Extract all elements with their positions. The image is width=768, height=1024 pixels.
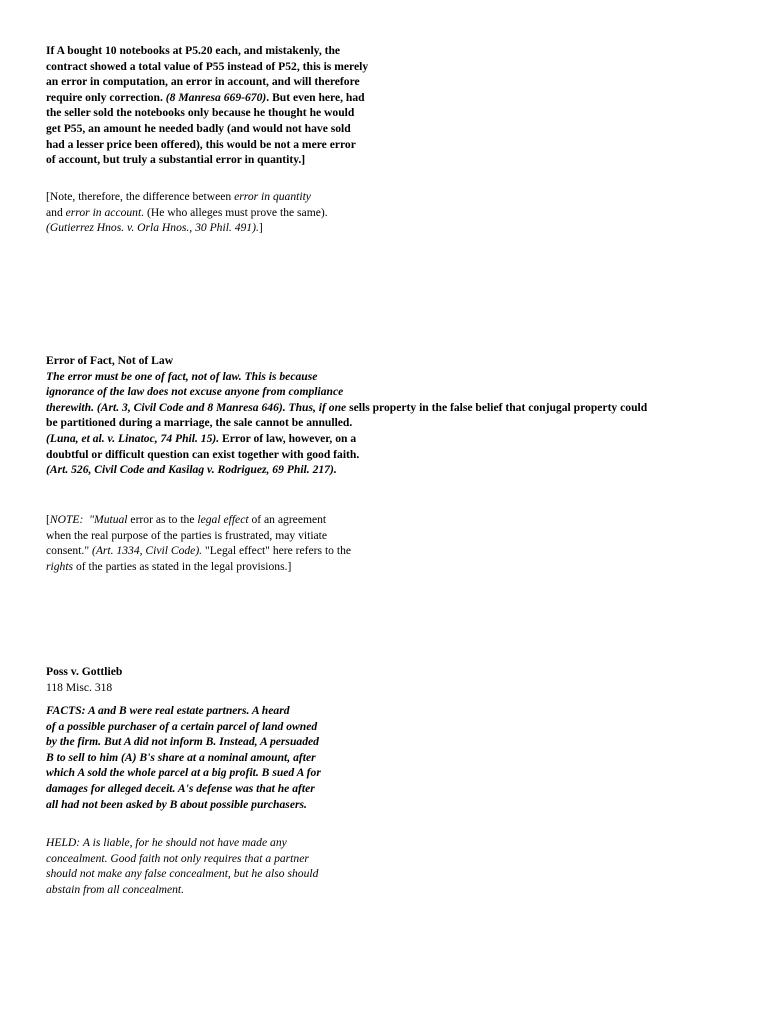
citation: (Art. 526, Civil Code and Kasilag v. Rodriguez, 69 Phil. 217). — [46, 463, 337, 477]
text-line: FACTS: A and B were real estate partners. A heard — [46, 704, 290, 717]
text-line: which A sold the whole parcel at a big profit. B sued A for — [46, 766, 321, 780]
citation: (Luna, et al. v. Linatoc, 74 Phil. 15). — [46, 431, 220, 445]
text-line: HELD: A is liable, for he should not have made any — [46, 836, 287, 849]
text-line: should not make any false concealment, but he also should — [46, 867, 319, 881]
italic-term: error in account. — [65, 205, 145, 219]
text-line: be partitioned during a marriage, the sale cannot be annulled. — [46, 416, 353, 430]
section-heading: Error of Fact, Not of Law — [46, 354, 174, 367]
text-run: [ — [46, 513, 50, 526]
text-run: "Legal effect" here refers to the — [202, 544, 352, 558]
case-citation: 118 Misc. 318 — [46, 680, 113, 694]
text-line: the seller sold the notebooks only because he thought he would — [46, 106, 355, 120]
text-line — [46, 431, 647, 447]
text-line: doubtful or difficult question can exist together with good faith. — [46, 447, 360, 461]
italic-term: NOTE: — [49, 513, 84, 526]
text-run: . But even here, had — [266, 90, 365, 104]
text-line — [46, 220, 328, 236]
note-mutual-error — [46, 512, 351, 574]
text-run: (He who alleges must prove the same). — [144, 205, 328, 219]
text-line: concealment. Good faith not only requires that a partner — [46, 851, 309, 865]
text-line — [46, 512, 351, 528]
citation: (Art. 1334, Civil Code). — [91, 544, 203, 558]
citation: (Gutierrez Hnos. v. Orla Hnos., 30 Phil. 491). — [46, 221, 259, 235]
text-run: ] — [258, 221, 263, 235]
text-line — [46, 543, 351, 559]
text-run: of an agreement — [248, 513, 327, 526]
text-line: an error in computation, an error in account, and will therefore — [46, 75, 360, 89]
italic-term: "Mutual — [89, 513, 128, 526]
text-line: when the real purpose of the parties is frustrated, may vitiate — [46, 528, 328, 542]
text-line: abstain from all concealment. — [46, 882, 185, 896]
text-line: contract showed a total value of P55 instead of P52, this is merely — [46, 59, 369, 73]
text-line — [46, 559, 351, 575]
case-facts — [46, 703, 321, 812]
italic-term: rights — [46, 559, 74, 573]
case-poss-v-gottlieb — [46, 664, 122, 695]
text-line: If A bought 10 notebooks at P5.20 each, and mistakenly, the — [46, 44, 341, 57]
text-line — [46, 205, 328, 221]
note-quantity-vs-account — [46, 189, 328, 236]
text-run: of the parties as stated in the legal provisions.] — [73, 559, 292, 573]
citation: (8 Manresa 669-670) — [165, 90, 267, 104]
case-title: Poss v. Gottlieb — [46, 665, 123, 678]
text-line: B to sell to him (A) B's share at a nominal amount, after — [46, 750, 316, 764]
italic-term: error in quantity — [234, 190, 311, 203]
text-line: of account, but truly a substantial error in quantity.] — [46, 153, 306, 167]
text-run: Error of law, however, on a — [219, 431, 357, 445]
italic-term: legal effect — [197, 513, 249, 526]
text-run: require only correction. — [46, 90, 166, 104]
text-run: error as to the — [127, 513, 198, 526]
text-run: [Note, therefore, the difference between — [46, 190, 235, 203]
paragraph-error-in-account — [46, 43, 368, 168]
text-run: therewith. (Art. 3, Civil Code and 8 Manresa 646). Thus, if one — [46, 400, 350, 414]
text-line: of a possible purchaser of a certain parcel of land owned — [46, 719, 318, 733]
text-line: get P55, an amount he needed badly (and would not have sold — [46, 121, 351, 135]
case-held — [46, 835, 318, 897]
text-run: and — [46, 205, 66, 219]
text-line: ignorance of the law does not excuse anyone from compliance — [46, 385, 344, 399]
section-error-of-fact — [46, 353, 647, 478]
text-line: damages for alleged deceit. A's defense was that he after — [46, 781, 315, 795]
text-line: all had not been asked by B about possible purchasers. — [46, 797, 307, 811]
text-run: consent." — [46, 544, 92, 558]
text-line — [46, 400, 647, 416]
text-line — [46, 189, 328, 205]
text-run: sells property in the false belief that conjugal property could — [349, 400, 648, 414]
text-line: The error must be one of fact, not of law. This is because — [46, 369, 318, 383]
text-line: had a lesser price been offered), this would be not a mere error — [46, 137, 356, 151]
text-line — [46, 90, 368, 106]
text-line: by the firm. But A did not inform B. Instead, A persuaded — [46, 735, 319, 749]
